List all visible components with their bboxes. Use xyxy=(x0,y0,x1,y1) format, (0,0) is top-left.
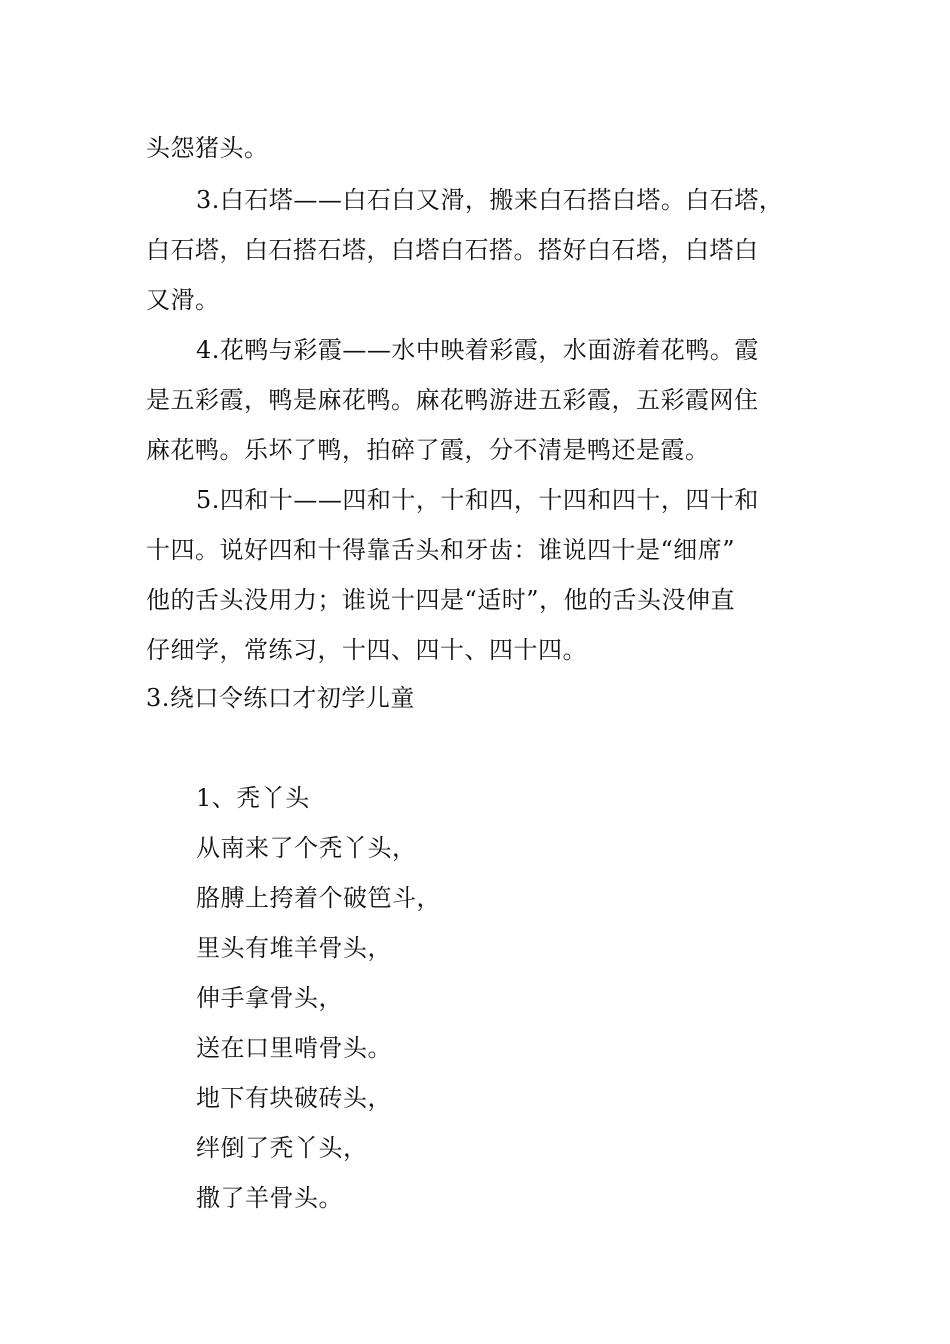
paragraph-line: 仔细学，常练习，十四、四十、四十四。 xyxy=(146,636,587,664)
poem-line: 地下有块破砖头， xyxy=(196,1084,392,1112)
paragraph-line: 头怨猪头。 xyxy=(146,134,269,162)
poem-line: 撒了羊骨头。 xyxy=(196,1184,343,1212)
poem-title: 1、秃丫头 xyxy=(196,784,310,812)
poem-line: 胳膊上挎着个破笆斗， xyxy=(196,884,441,912)
poem-line: 从南来了个秃丫头， xyxy=(196,834,417,862)
paragraph-line: 白石塔，白石搭石塔，白塔白石搭。搭好白石塔，白塔白 xyxy=(146,236,759,264)
poem-line: 送在口里啃骨头。 xyxy=(196,1034,392,1062)
poem-line: 绊倒了秃丫头， xyxy=(196,1134,368,1162)
paragraph-line: 他的舌头没用力；谁说十四是“适时”，他的舌头没伸直 xyxy=(146,586,736,614)
poem-line: 伸手拿骨头， xyxy=(196,984,343,1012)
poem-line: 里头有堆羊骨头， xyxy=(196,934,392,962)
paragraph-line: 十四。说好四和十得靠舌头和牙齿：谁说四十是“细席” xyxy=(146,536,736,564)
section-heading: 3.绕口令练口才初学儿童 xyxy=(146,684,415,712)
paragraph-line: 是五彩霞，鸭是麻花鸭。麻花鸭游进五彩霞，五彩霞网住 xyxy=(146,386,759,414)
paragraph-line: 又滑。 xyxy=(146,286,220,314)
paragraph-line: 4.花鸭与彩霞——水中映着彩霞，水面游着花鸭。霞 xyxy=(196,336,759,364)
paragraph-line: 5.四和十——四和十，十和四，十四和四十，四十和 xyxy=(196,486,759,514)
paragraph-line: 3.白石塔——白石白又滑，搬来白石搭白塔。白石塔， xyxy=(196,186,784,214)
paragraph-line: 麻花鸭。乐坏了鸭，拍碎了霞，分不清是鸭还是霞。 xyxy=(146,436,710,464)
